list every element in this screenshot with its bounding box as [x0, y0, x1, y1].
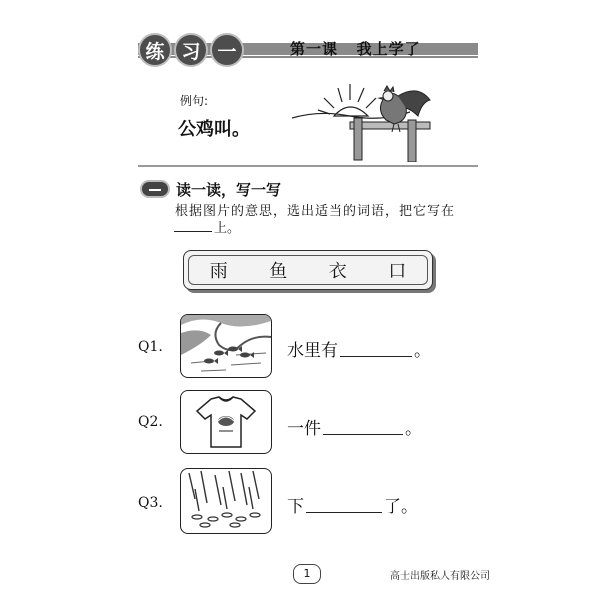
q3-after: 了。	[384, 497, 418, 517]
question-label-q3: Q3.	[138, 495, 163, 511]
section-divider	[138, 165, 478, 167]
exercise-char-1: 练	[138, 33, 172, 67]
section-instruction-line2	[172, 217, 240, 236]
q1-after: 。	[414, 341, 431, 361]
q2-after: 。	[405, 419, 422, 439]
question-sentence-q3	[287, 492, 418, 517]
q3-before: 下	[287, 497, 304, 517]
exercise-char-2: 习	[174, 33, 208, 67]
answer-blank-q1[interactable]	[340, 355, 412, 357]
question-sentence-q1	[287, 336, 431, 361]
q1-before: 水里有	[287, 341, 338, 361]
publisher-name: 高士出版私人有限公司	[390, 571, 490, 582]
example-label: 例句:	[180, 94, 209, 108]
instruction-suffix: 上。	[214, 221, 241, 236]
word-bank-item: 口	[388, 261, 407, 282]
exercise-char-3: 一	[210, 33, 244, 67]
example-sentence: 公鸡叫。	[178, 119, 250, 140]
word-bank	[183, 250, 433, 290]
q2-before: 一件	[287, 419, 321, 439]
fish-in-water-icon	[180, 314, 272, 378]
section-instruction-line1: 根据图片的意思，选出适当的词语，把它写在	[175, 204, 456, 219]
page-number: 1	[293, 564, 321, 584]
word-bank-item: 衣	[328, 261, 347, 282]
section-title: 读一读，写一写	[176, 181, 282, 199]
question-label-q1: Q1.	[138, 339, 163, 355]
answer-blank-q2[interactable]	[323, 433, 403, 435]
question-label-q2: Q2.	[138, 414, 163, 430]
word-bank-item: 鱼	[269, 261, 288, 282]
answer-blank-q3[interactable]	[306, 511, 382, 513]
section-one-badge	[140, 180, 170, 198]
word-bank-item: 雨	[209, 261, 228, 282]
rooster-icon	[290, 80, 440, 162]
question-sentence-q2	[287, 414, 422, 439]
tshirt-icon	[180, 390, 272, 454]
instruction-blank	[174, 230, 212, 232]
rain-icon	[180, 468, 272, 534]
lesson-title: 第一课 我上学了	[290, 40, 421, 58]
